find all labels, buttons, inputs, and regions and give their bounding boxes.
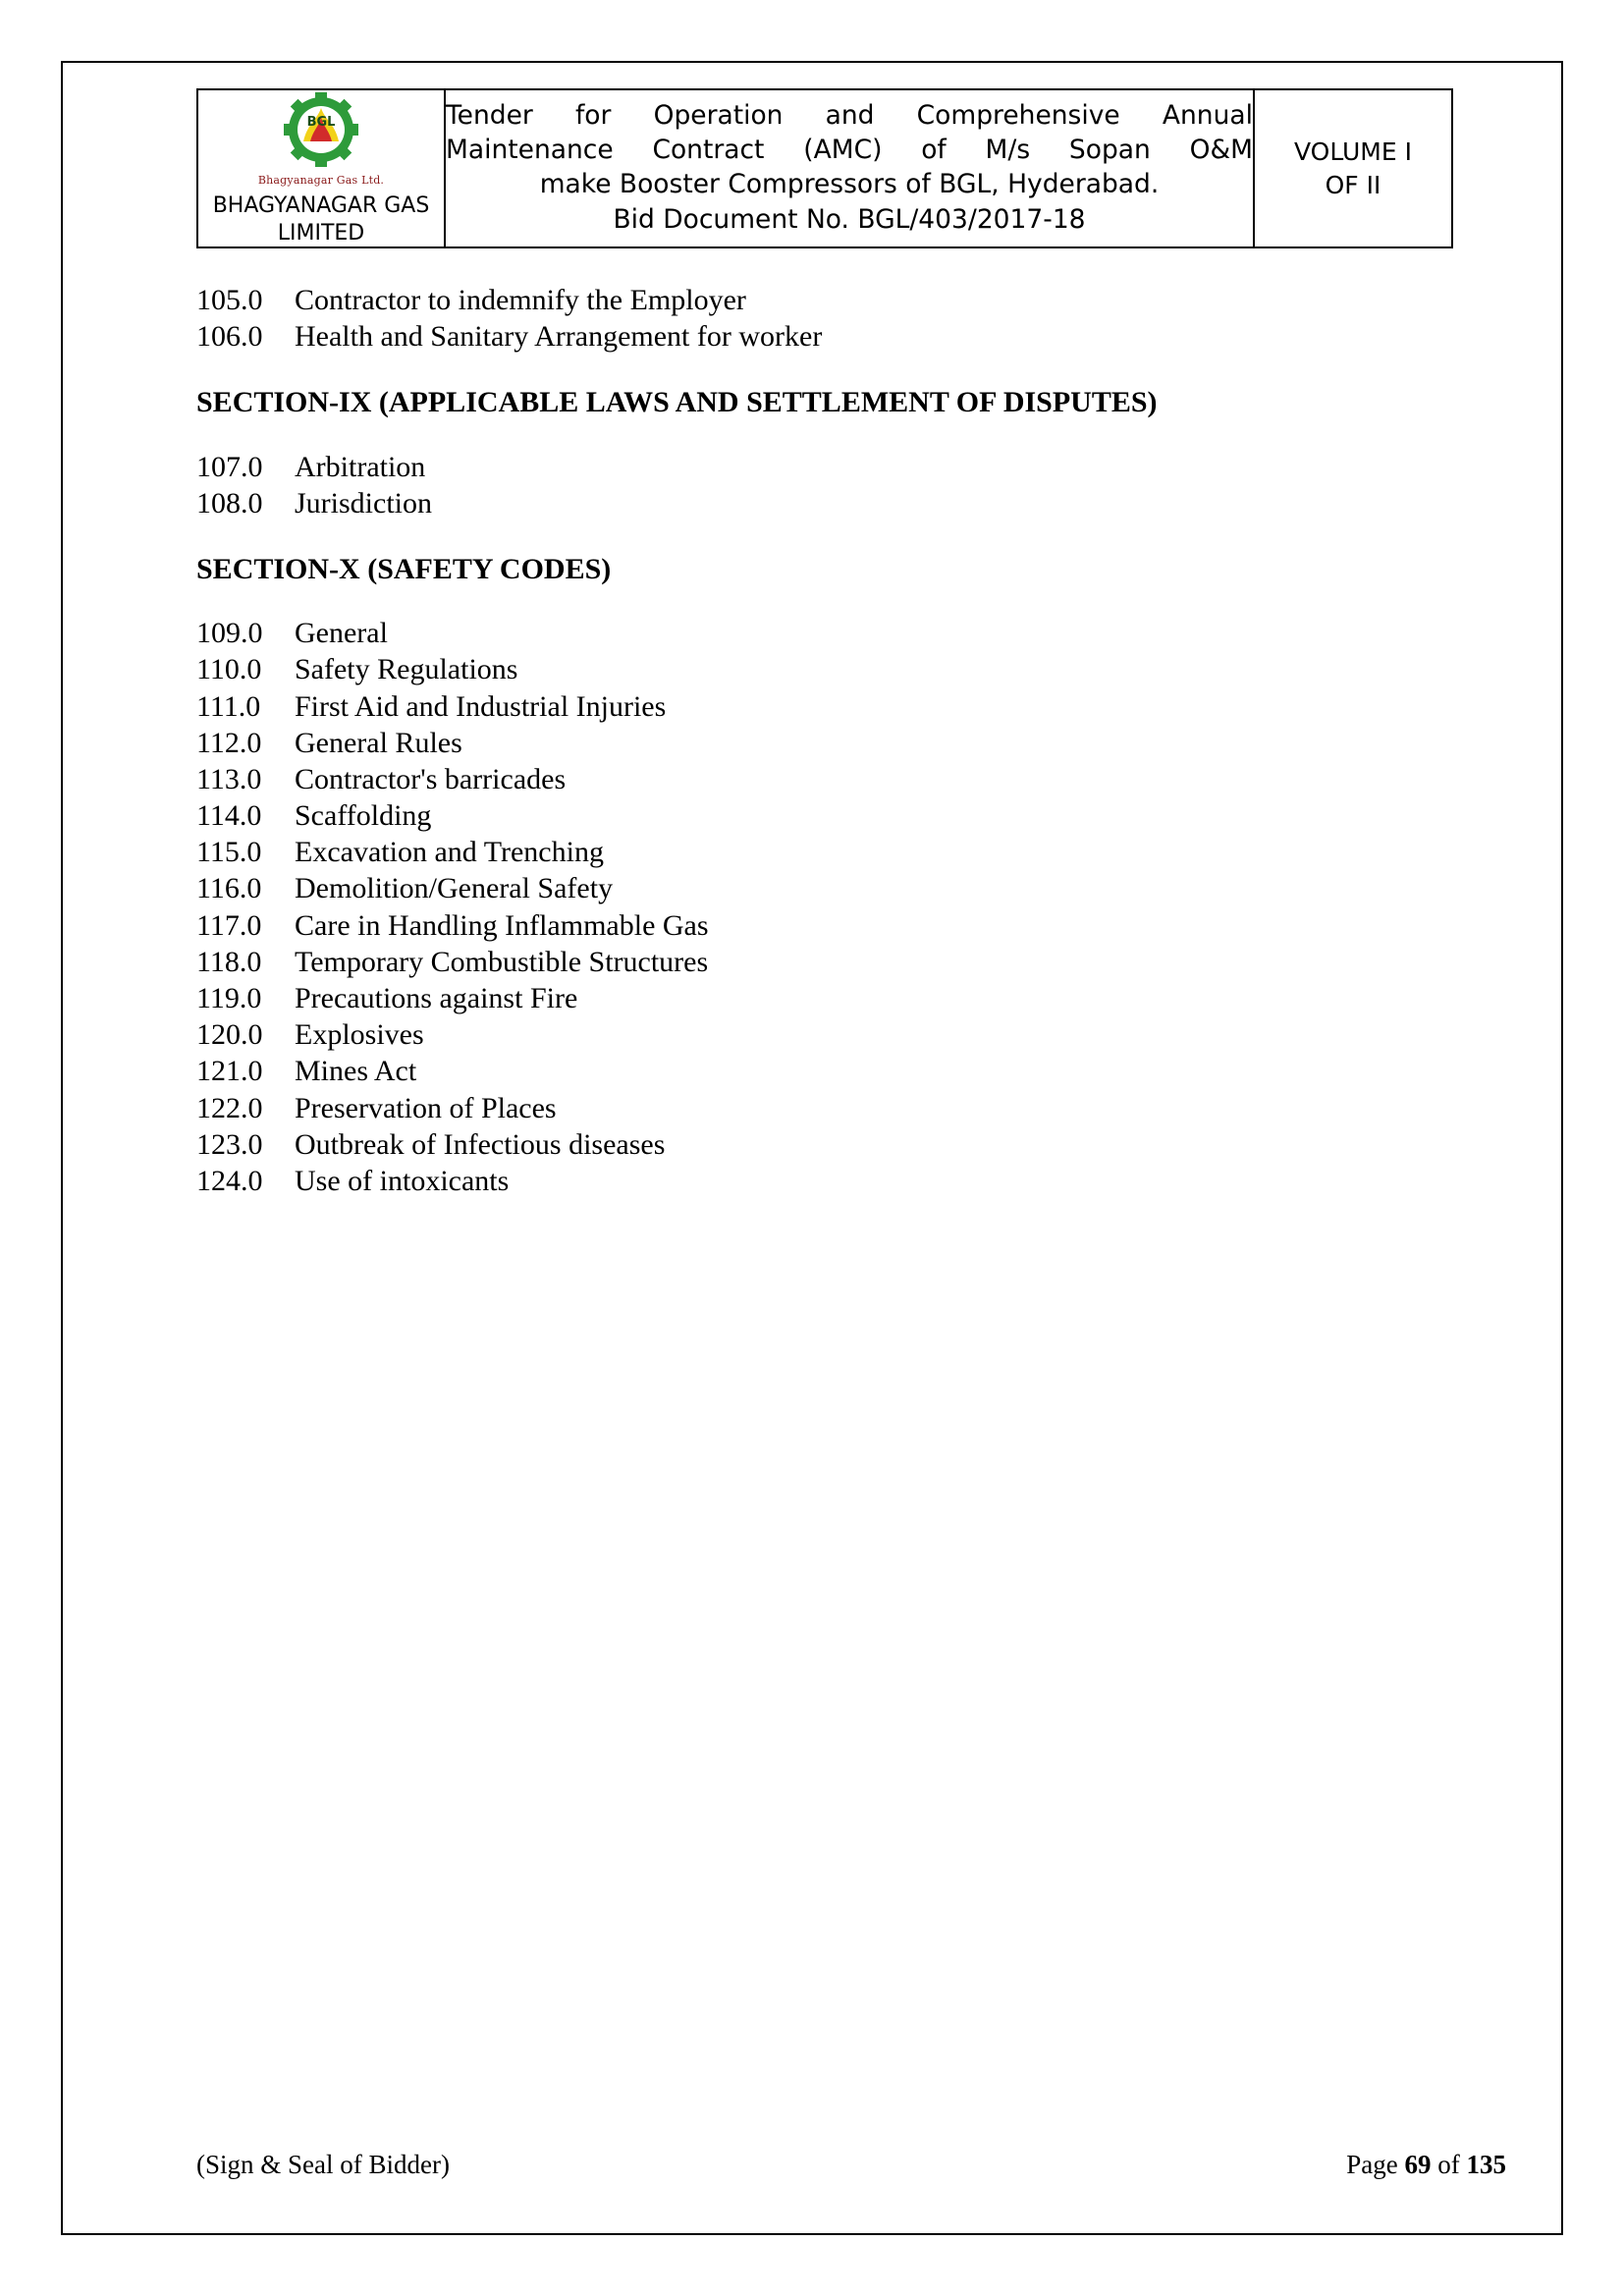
bgl-logo-icon — [270, 90, 372, 173]
list-item — [196, 725, 1506, 761]
list-item — [196, 1126, 1506, 1163]
item-text: Preservation of Places — [295, 1091, 557, 1124]
item-text: Precautions against Fire — [295, 982, 578, 1014]
list-item — [196, 651, 1506, 687]
total-pages: 135 — [1466, 2150, 1506, 2179]
header-logo-cell — [197, 89, 445, 247]
content-list — [196, 282, 1506, 1199]
list-item — [196, 688, 1506, 725]
list-item — [196, 1053, 1506, 1089]
company-logo — [247, 90, 395, 187]
page-footer — [196, 2150, 1506, 2180]
item-text: Outbreak of Infectious diseases — [295, 1127, 666, 1161]
item-number: 120.0 — [196, 1018, 263, 1052]
item-number: 122.0 — [196, 1091, 263, 1124]
document-header-table — [196, 88, 1453, 248]
item-text: General Rules — [295, 726, 462, 759]
company-name-line2: LIMITED — [277, 220, 365, 246]
list-item — [196, 1016, 1506, 1053]
header-title-cell — [445, 89, 1254, 247]
section-heading-ix: SECTION-IX (APPLICABLE LAWS AND SETTLEMENT OF DISPUTES) — [196, 386, 1158, 419]
item-number: 109.0 — [196, 617, 263, 650]
list-item — [196, 282, 1506, 318]
item-text: Contractor's barricades — [295, 762, 567, 795]
item-number: 110.0 — [196, 653, 262, 686]
item-text: General — [295, 617, 388, 650]
item-number: 115.0 — [196, 836, 262, 869]
list-item — [196, 449, 1506, 485]
volume-line-1: VOLUME I — [1293, 137, 1412, 166]
item-number: 118.0 — [196, 945, 262, 978]
header-volume-cell — [1254, 89, 1452, 247]
spacer — [196, 587, 1506, 615]
list-item — [196, 761, 1506, 797]
sign-seal-label: (Sign & Seal of Bidder) — [196, 2150, 450, 2179]
list-item — [196, 318, 1506, 355]
item-text: Explosives — [295, 1018, 424, 1052]
of-word: of — [1437, 2150, 1460, 2179]
page-content — [196, 88, 1506, 2178]
list-item — [196, 615, 1506, 651]
item-number: 107.0 — [196, 450, 263, 483]
page-number: 69 — [1404, 2150, 1432, 2179]
header-row — [197, 89, 1452, 247]
item-number: 106.0 — [196, 320, 263, 354]
item-number: 111.0 — [196, 689, 261, 723]
svg-text:BGL: BGL — [306, 115, 336, 130]
item-number: 108.0 — [196, 486, 263, 519]
item-text: Care in Handling Inflammable Gas — [295, 908, 709, 942]
list-item — [196, 485, 1506, 521]
list-item — [196, 797, 1506, 834]
company-name — [198, 192, 444, 246]
item-number: 114.0 — [196, 799, 262, 833]
item-number: 105.0 — [196, 284, 263, 316]
item-text: Scaffolding — [295, 799, 432, 833]
list-item — [196, 1090, 1506, 1126]
page-number-label — [1346, 2150, 1506, 2180]
item-text: Health and Sanitary Arrangement for worker — [295, 320, 823, 354]
page-word: Page — [1346, 2150, 1398, 2179]
item-text: Contractor to indemnify the Employer — [295, 284, 746, 316]
volume-line-2: OF II — [1325, 170, 1381, 199]
list-item — [196, 907, 1506, 944]
section-heading-x: SECTION-X (SAFETY CODES) — [196, 552, 612, 585]
company-name-line1: BHAGYANAGAR GAS — [212, 193, 430, 218]
spacer — [196, 421, 1506, 449]
item-number: 113.0 — [196, 762, 262, 795]
item-number: 121.0 — [196, 1055, 263, 1088]
item-number: 112.0 — [196, 726, 262, 759]
list-item — [196, 870, 1506, 906]
header-title-line-3: make Booster Compressors of BGL, Hyderabad. — [539, 169, 1160, 199]
list-item — [196, 944, 1506, 980]
item-text: Jurisdiction — [295, 486, 432, 519]
item-text: Excavation and Trenching — [295, 836, 604, 869]
item-text: Use of intoxicants — [295, 1164, 510, 1197]
spacer — [196, 355, 1506, 384]
header-title-line-1: Tender for Operation and Comprehensive Annual — [446, 100, 1253, 132]
header-title-line-2: Maintenance Contract (AMC) of M/s Sopan O&M — [446, 135, 1253, 166]
item-text: First Aid and Industrial Injuries — [295, 689, 667, 723]
list-item — [196, 1163, 1506, 1199]
item-text: Temporary Combustible Structures — [295, 945, 709, 978]
item-text: Arbitration — [295, 450, 426, 483]
item-text: Demolition/General Safety — [295, 872, 614, 905]
list-item — [196, 834, 1506, 870]
item-number: 123.0 — [196, 1127, 263, 1161]
bid-document-no: Bid Document No. BGL/403/2017-18 — [613, 203, 1086, 235]
item-number: 124.0 — [196, 1164, 263, 1197]
logo-caption: Bhagyanagar Gas Ltd. — [257, 174, 385, 187]
item-number: 119.0 — [196, 982, 262, 1014]
item-number: 117.0 — [196, 908, 262, 942]
spacer — [196, 521, 1506, 551]
item-text: Safety Regulations — [295, 653, 518, 686]
list-item — [196, 980, 1506, 1016]
item-text: Mines Act — [295, 1055, 417, 1088]
item-number: 116.0 — [196, 872, 262, 905]
